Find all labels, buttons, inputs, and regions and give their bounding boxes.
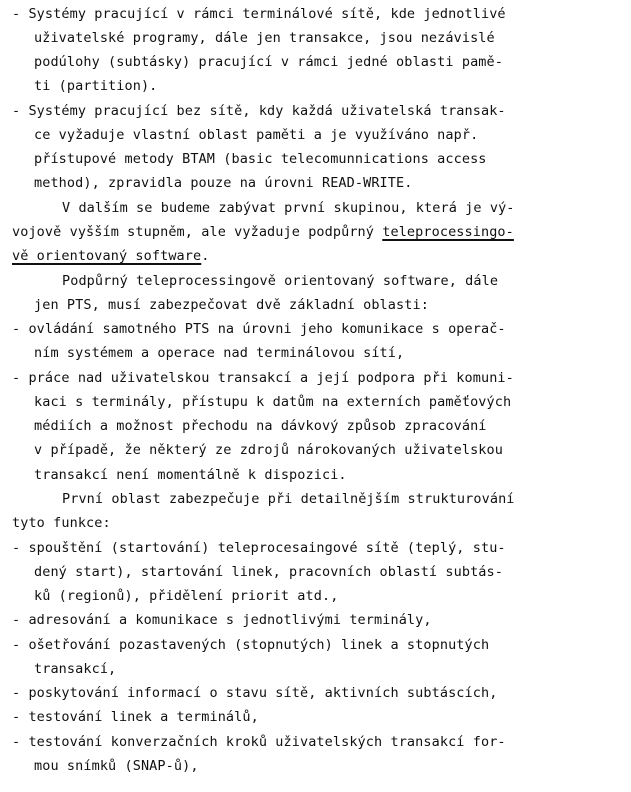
text-line-18: médiích a možnost přechodu na dávkový způsob zpracování <box>34 418 487 434</box>
text-line-2: uživatelské programy, dále jen transakce, jsou nezávislé <box>34 30 495 46</box>
text-line-1: - Systémy pracující v rámci terminálové sítě, kde jednotlivé <box>12 6 506 22</box>
text-line-15: ním systémem a operace nad terminálovou sítí, <box>34 345 405 361</box>
text-line-19: v případě, že některý ze zdrojů nárokovaných uživatelskou <box>34 442 503 458</box>
text-line-27: - ošetřování pozastavených (stopnutých) linek a stopnutých <box>12 637 490 653</box>
underlined-term-part-1: teleprocessingo- <box>382 224 514 240</box>
text-line-32: mou snímků (SNAP-ů), <box>34 758 199 774</box>
text-line-3: podúlohy (subtásky) pracující v rámci jedné oblasti pamě- <box>34 54 503 70</box>
text-line-5: - Systémy pracující bez sítě, kdy každá uživatelská transak- <box>12 103 506 119</box>
text-line-22: tyto funkce: <box>12 515 111 531</box>
text-line-9: V dalším se budeme zabývat první skupinou, která je vý- <box>62 200 515 216</box>
text-line-8: method), zpravidla pouze na úrovni READ-WRITE. <box>34 175 413 191</box>
text-line-11 <box>12 247 209 265</box>
text-line-10 <box>12 223 514 241</box>
text-line-11-period: . <box>201 248 210 264</box>
text-line-24: dený start), startování linek, pracovních oblastí subtás- <box>34 564 503 580</box>
text-line-12: Podpůrný teleprocessingově orientovaný software, dále <box>62 273 499 289</box>
text-line-28: transakcí, <box>34 661 117 677</box>
text-line-6: ce vyžaduje vlastní oblast paměti a je využíváno např. <box>34 127 479 143</box>
text-line-25: ků (regionů), přidělení priorit atd., <box>34 588 339 604</box>
text-line-10-plain: vojově vyšším stupněm, ale vyžaduje podpůrný <box>12 224 383 240</box>
text-line-23: - spouštění (startování) teleprocesaingové sítě (teplý, stu- <box>12 540 506 556</box>
text-line-7: přístupové metody BTAM (basic telecomunnications access <box>34 151 487 167</box>
text-line-26: - adresování a komunikace s jednotlivými terminály, <box>12 612 432 628</box>
text-line-17: kaci s terminály, přístupu k datům na externích paměťových <box>34 394 512 410</box>
text-line-16: - práce nad uživatelskou transakcí a její podpora při komuni- <box>12 370 514 386</box>
text-line-13: jen PTS, musí zabezpečovat dvě základní oblasti: <box>34 297 429 313</box>
text-line-30: - testování linek a terminálů, <box>12 709 259 725</box>
text-line-14: - ovládání samotného PTS na úrovni jeho komunikace s operač- <box>12 321 506 337</box>
underlined-term-part-2: vě orientovaný software <box>12 248 202 264</box>
text-line-4: ti (partition). <box>34 78 158 94</box>
text-line-21: První oblast zabezpečuje při detailnějším strukturování <box>62 491 515 507</box>
text-line-31: - testování konverzačních kroků uživatelských transakcí for- <box>12 734 506 750</box>
text-line-20: transakcí není momentálně k dispozici. <box>34 467 347 483</box>
text-line-29: - poskytování informací o stavu sítě, aktivních subtáscích, <box>12 685 498 701</box>
